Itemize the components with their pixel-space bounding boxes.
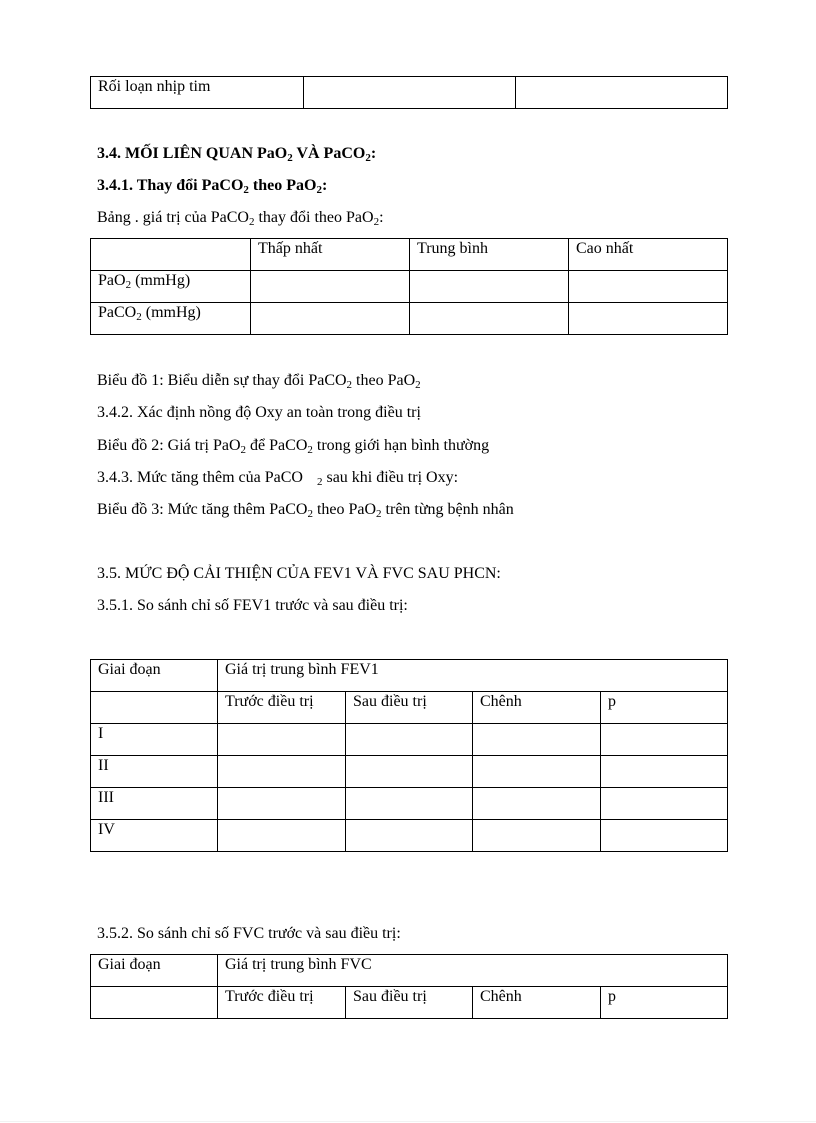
table-cell <box>91 987 218 1019</box>
fev1-table <box>90 659 728 852</box>
table-cell <box>601 724 728 756</box>
table-cell <box>569 303 728 335</box>
table-header-cell: p <box>601 692 728 724</box>
pao2-paco2-table <box>90 238 728 335</box>
caption-text: : <box>379 209 384 226</box>
table-cell <box>473 788 601 820</box>
section-3-4-heading <box>97 144 376 164</box>
section-3-4-1-heading <box>97 176 327 196</box>
cell-text: (mmHg) <box>141 304 201 321</box>
table-cell <box>218 820 346 852</box>
table-caption <box>97 208 384 228</box>
table-header-row <box>91 955 728 987</box>
subscript: 2 <box>316 184 322 196</box>
section-3-5-1: 3.5.1. So sánh chỉ số FEV1 trước và sau điều trị: <box>97 597 408 614</box>
heading-text: 3.4.1. Thay đổi PaCO <box>97 177 244 194</box>
table-row <box>91 77 728 109</box>
table-cell <box>516 77 728 109</box>
chart-2-caption <box>97 436 489 456</box>
group-header: Giá trị trung bình FVC <box>218 955 728 987</box>
heading-text: : <box>321 177 328 194</box>
subscript: 2 <box>287 152 293 164</box>
table-cell <box>304 77 516 109</box>
table-header-cell: Chênh <box>473 987 601 1019</box>
section-3-4-2: 3.4.2. Xác định nồng độ Oxy an toàn trong điều trị <box>97 404 421 421</box>
table-subheader-row <box>91 692 728 724</box>
stage-label: II <box>91 756 218 788</box>
table-cell <box>601 788 728 820</box>
stage-header: Giai đoạn <box>91 660 218 692</box>
table-row <box>91 788 728 820</box>
table-cell <box>91 692 218 724</box>
table-row <box>91 724 728 756</box>
table-cell <box>410 271 569 303</box>
chart-1-caption <box>97 371 421 391</box>
heading-text: : <box>370 145 377 162</box>
table-cell <box>346 756 473 788</box>
subscript: 2 <box>316 476 323 488</box>
subscript: 2 <box>125 279 132 291</box>
caption-text: Biểu đồ 2: Giá trị PaO <box>97 437 241 454</box>
table-row <box>91 820 728 852</box>
section-3-5-2: 3.5.2. So sánh chỉ số FVC trước và sau điều trị: <box>97 925 401 942</box>
subscript: 2 <box>240 444 247 456</box>
table-header-row <box>91 239 728 271</box>
table-cell <box>346 788 473 820</box>
table-header-row <box>91 660 728 692</box>
subscript: 2 <box>136 311 142 323</box>
caption-text: trên từng bệnh nhân <box>381 501 514 518</box>
stage-header: Giai đoạn <box>91 955 218 987</box>
table-cell <box>569 271 728 303</box>
cell-text: PaO <box>98 272 126 289</box>
page-bottom-edge <box>0 1121 816 1122</box>
subscript: 2 <box>415 379 421 391</box>
table-row <box>91 756 728 788</box>
subscript: 2 <box>373 216 380 228</box>
heading-text: theo PaO <box>248 177 317 194</box>
subscript: 2 <box>365 152 371 164</box>
table-header-cell: Trước điều trị <box>218 692 346 724</box>
heading-text: 3.4.3. Mức tăng thêm của PaCO <box>97 469 303 486</box>
caption-text: theo PaO <box>312 501 377 518</box>
table-cell <box>346 724 473 756</box>
table-subheader-row <box>91 987 728 1019</box>
caption-text: Biểu đồ 1: Biểu diễn sự thay đổi PaCO <box>97 372 347 389</box>
section-3-4-3 <box>97 468 458 488</box>
table-cell <box>410 303 569 335</box>
table-cell <box>473 724 601 756</box>
row-label-pao2 <box>91 271 251 303</box>
table-cell <box>251 303 410 335</box>
table-header-cell: Trước điều trị <box>218 987 346 1019</box>
cell-text: (mmHg) <box>131 272 191 289</box>
row-label-paco2 <box>91 303 251 335</box>
table-header-cell <box>91 239 251 271</box>
caption-text: theo PaO <box>352 372 416 389</box>
subscript: 2 <box>346 379 353 391</box>
table-cell <box>346 820 473 852</box>
subscript: 2 <box>307 508 313 520</box>
section-3-5-heading: 3.5. MỨC ĐỘ CẢI THIỆN CỦA FEV1 VÀ FVC SAU PHCN: <box>97 565 501 582</box>
table-header-cell: Chênh <box>473 692 601 724</box>
table-cell <box>601 820 728 852</box>
table-row <box>91 303 728 335</box>
subscript: 2 <box>307 444 313 456</box>
table-row <box>91 271 728 303</box>
table-header-cell: Sau điều trị <box>346 987 473 1019</box>
caption-text: Biểu đồ 3: Mức tăng thêm PaCO <box>97 501 308 518</box>
table-header-cell: Thấp nhất <box>251 239 410 271</box>
table-cell-label: Rối loạn nhịp tim <box>91 77 304 109</box>
table-cell <box>218 788 346 820</box>
subscript: 2 <box>248 216 255 228</box>
caption-text: trong giới hạn bình thường <box>312 437 490 454</box>
stage-label: IV <box>91 820 218 852</box>
caption-text: để PaCO <box>246 437 308 454</box>
table-cell <box>601 756 728 788</box>
chart-3-caption <box>97 500 514 520</box>
table-cell <box>218 724 346 756</box>
subscript: 2 <box>376 508 382 520</box>
table-cell <box>473 756 601 788</box>
table-header-cell: Cao nhất <box>569 239 728 271</box>
table-cell <box>251 271 410 303</box>
heading-text: sau khi điều trị Oxy: <box>322 469 459 486</box>
table-header-cell: Sau điều trị <box>346 692 473 724</box>
stage-label: III <box>91 788 218 820</box>
stage-label: I <box>91 724 218 756</box>
fvc-table <box>90 954 728 1019</box>
caption-text: thay đổi theo PaO <box>254 209 374 226</box>
table-header-cell: p <box>601 987 728 1019</box>
table-header-cell: Trung bình <box>410 239 569 271</box>
heading-text: 3.4. MỐI LIÊN QUAN PaO <box>97 145 288 162</box>
arrhythmia-table <box>90 76 728 109</box>
cell-text: PaCO <box>98 304 137 321</box>
caption-text: Bảng . giá trị của PaCO <box>97 209 249 226</box>
table-cell <box>473 820 601 852</box>
group-header: Giá trị trung bình FEV1 <box>218 660 728 692</box>
subscript: 2 <box>243 184 249 196</box>
heading-text: VÀ PaCO <box>292 145 366 162</box>
table-cell <box>218 756 346 788</box>
